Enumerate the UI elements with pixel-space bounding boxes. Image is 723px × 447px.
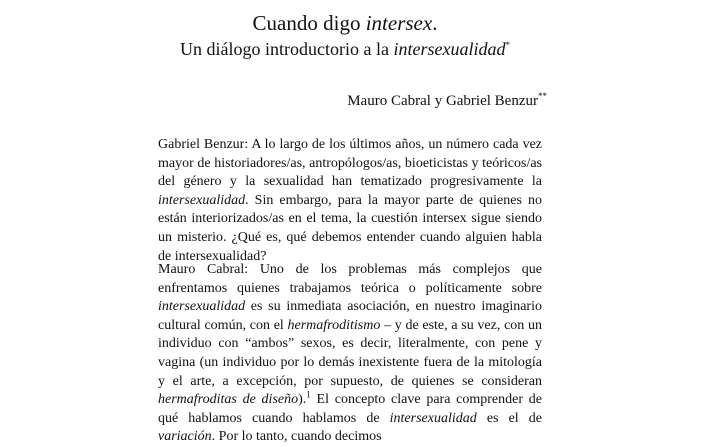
p2-emphasis-4: intersexualidad	[389, 410, 477, 426]
authors-footnote-mark: **	[538, 91, 547, 101]
p2-emphasis-3: hermafroditas de diseño	[158, 392, 299, 408]
authors-text: Mauro Cabral y Gabriel Benzur	[347, 93, 538, 109]
p2-text-7: . Por lo tanto, cuando decimos	[211, 429, 382, 445]
title-text: Cuando digo	[252, 11, 366, 35]
p2-text-5: El concepto clave para comprender de qué hablamos cuando hablamos de	[158, 392, 542, 426]
title-period: .	[432, 11, 438, 35]
p2-text-3: – y de este, a su vez, con un individuo con “ambos” sexos, es decir, literalmente, con pene y vagina (un individuo por lo demás inexistente fuera de la mitología y el arte, a excepción, por supuesto, de quienes se consideran	[158, 317, 542, 389]
document-subtitle	[0, 38, 690, 60]
p2-text-6: es el de	[476, 410, 542, 426]
p2-emphasis-1: intersexualidad	[158, 299, 246, 315]
paragraph-benzur	[158, 136, 542, 266]
subtitle-footnote-mark: *	[505, 40, 510, 50]
p2-emphasis-2: hermafroditismo	[287, 317, 381, 333]
authors-line	[347, 92, 547, 110]
p2-text-1: Mauro Cabral: Uno de los problemas más complejos que enfrentamos quienes trabajamos teórica o políticamente sobre	[158, 262, 542, 296]
p1-emphasis-1: intersexualidad	[158, 192, 246, 208]
p1-text-1: Gabriel Benzur: A lo largo de los últimos años, un número cada vez mayor de historiadores/as, antropólogos/as, bioeticistas y teóricos/as del género y la sexualidad han tematizado progresivamente la	[158, 137, 542, 190]
p2-text-4: ).	[298, 392, 307, 408]
document-title	[0, 10, 690, 36]
subtitle-text: Un diálogo introductorio a la	[180, 39, 394, 59]
p2-text-2: es su inmediata asociación, en nuestro imaginario cultural común, con el	[158, 299, 542, 333]
subtitle-emphasis: intersexualidad	[393, 39, 506, 59]
p2-footnote-mark: 1	[306, 389, 311, 400]
p1-text-2: . Sin embargo, para la mayor parte de quienes no están interiorizados/as en el tema, la cuestión intersex sigue siendo un misterio. ¿Qué es, qué debemos entender cuando alguien habla de intersexualidad?	[158, 192, 542, 264]
p2-emphasis-5: variación	[158, 429, 212, 445]
paragraph-cabral	[158, 261, 542, 447]
title-emphasis: intersex	[365, 11, 433, 35]
